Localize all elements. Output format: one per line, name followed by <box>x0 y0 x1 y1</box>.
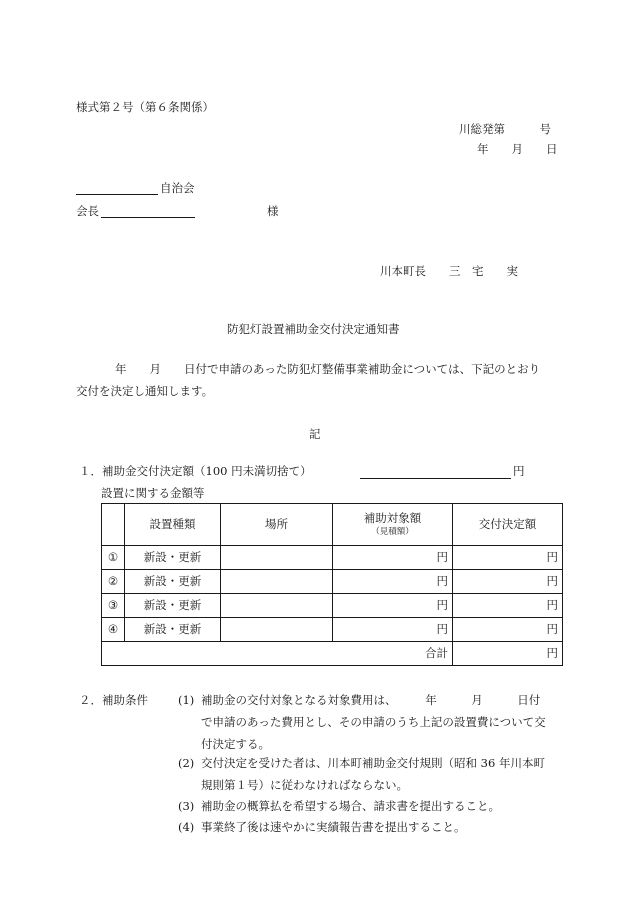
condition-2-number: (2) <box>178 756 195 770</box>
chairman-prefix: 会長 <box>76 204 99 218</box>
header-subsidy-target-note: （見積額） <box>371 527 414 538</box>
row-place <box>221 546 333 570</box>
condition-1-line-3: 付決定する。 <box>201 737 270 751</box>
honorific: 様 <box>267 204 279 218</box>
row-type: 新設・更新 <box>125 594 221 618</box>
table-row <box>102 546 563 570</box>
sender-name: 川本町長 三 宅 実 <box>380 264 518 278</box>
body-line-2: 交付を決定し通知します。 <box>76 384 214 398</box>
table-total-row <box>102 642 563 666</box>
row-decision-amount: 円 <box>453 618 563 642</box>
header-type: 設置種類 <box>125 504 221 546</box>
section2-label: ２．補助条件 <box>79 693 148 707</box>
row-type: 新設・更新 <box>125 570 221 594</box>
ki-heading: 記 <box>309 427 321 441</box>
row-type: 新設・更新 <box>125 546 221 570</box>
condition-3-number: (3) <box>178 799 195 813</box>
condition-2-line-2: 規則第１号）に従わなければならない。 <box>201 778 408 792</box>
amount-table <box>101 503 563 666</box>
header-no <box>102 504 125 546</box>
condition-4-number: (4) <box>178 820 195 834</box>
row-number: ④ <box>102 618 125 642</box>
condition-1-line-2: で申請のあった費用とし、その申請のうち上記の設置費について交 <box>201 715 546 729</box>
condition-3-line-1: 補助金の概算払を希望する場合、請求書を提出すること。 <box>201 799 500 813</box>
association-suffix: 自治会 <box>160 181 195 195</box>
row-place <box>221 618 333 642</box>
body-line-1: 年 月 日付で申請のあった防犯灯整備事業補助金については、下記のとおり <box>115 362 541 376</box>
form-label: 様式第２号（第６条関係） <box>76 100 214 114</box>
total-amount: 円 <box>453 642 563 666</box>
row-type: 新設・更新 <box>125 618 221 642</box>
row-number: ② <box>102 570 125 594</box>
decision-amount-unit: 円 <box>513 464 525 478</box>
decision-amount-line <box>360 478 511 479</box>
row-decision-amount: 円 <box>453 570 563 594</box>
total-label: 合計 <box>102 642 453 666</box>
condition-1-number: (1) <box>178 693 195 707</box>
table-row <box>102 618 563 642</box>
condition-4-line-1: 事業終了後は速やかに実績報告書を提出すること。 <box>201 820 466 834</box>
condition-2-line-1: 交付決定を受けた者は、川本町補助金交付規則（昭和 36 年川本町 <box>201 756 545 770</box>
row-target-amount: 円 <box>333 546 453 570</box>
issue-date: 年 月 日 <box>477 142 558 156</box>
association-name-line <box>76 194 158 195</box>
row-number: ① <box>102 546 125 570</box>
row-place <box>221 570 333 594</box>
row-target-amount: 円 <box>333 618 453 642</box>
row-target-amount: 円 <box>333 570 453 594</box>
table-row <box>102 594 563 618</box>
row-place <box>221 594 333 618</box>
row-target-amount: 円 <box>333 594 453 618</box>
table-row <box>102 570 563 594</box>
chairman-name-line <box>101 217 195 218</box>
condition-1-line-1: 補助金の交付対象となる対象費用は、 年 月 日付 <box>201 693 541 707</box>
row-number: ③ <box>102 594 125 618</box>
row-decision-amount: 円 <box>453 594 563 618</box>
section1-label: １．補助金交付決定額（100 円未満切捨て） <box>79 464 312 478</box>
section1-sub-label: 設置に関する金額等 <box>101 486 205 500</box>
table-header-row <box>102 504 563 546</box>
document-title: 防犯灯設置補助金交付決定通知書 <box>227 322 400 336</box>
row-decision-amount: 円 <box>453 546 563 570</box>
header-subsidy-target <box>333 504 453 546</box>
document-number: 川総発第 号 <box>459 122 551 136</box>
header-decision: 交付決定額 <box>453 504 563 546</box>
header-place: 場所 <box>221 504 333 546</box>
header-subsidy-target-label: 補助対象額 <box>363 510 422 525</box>
